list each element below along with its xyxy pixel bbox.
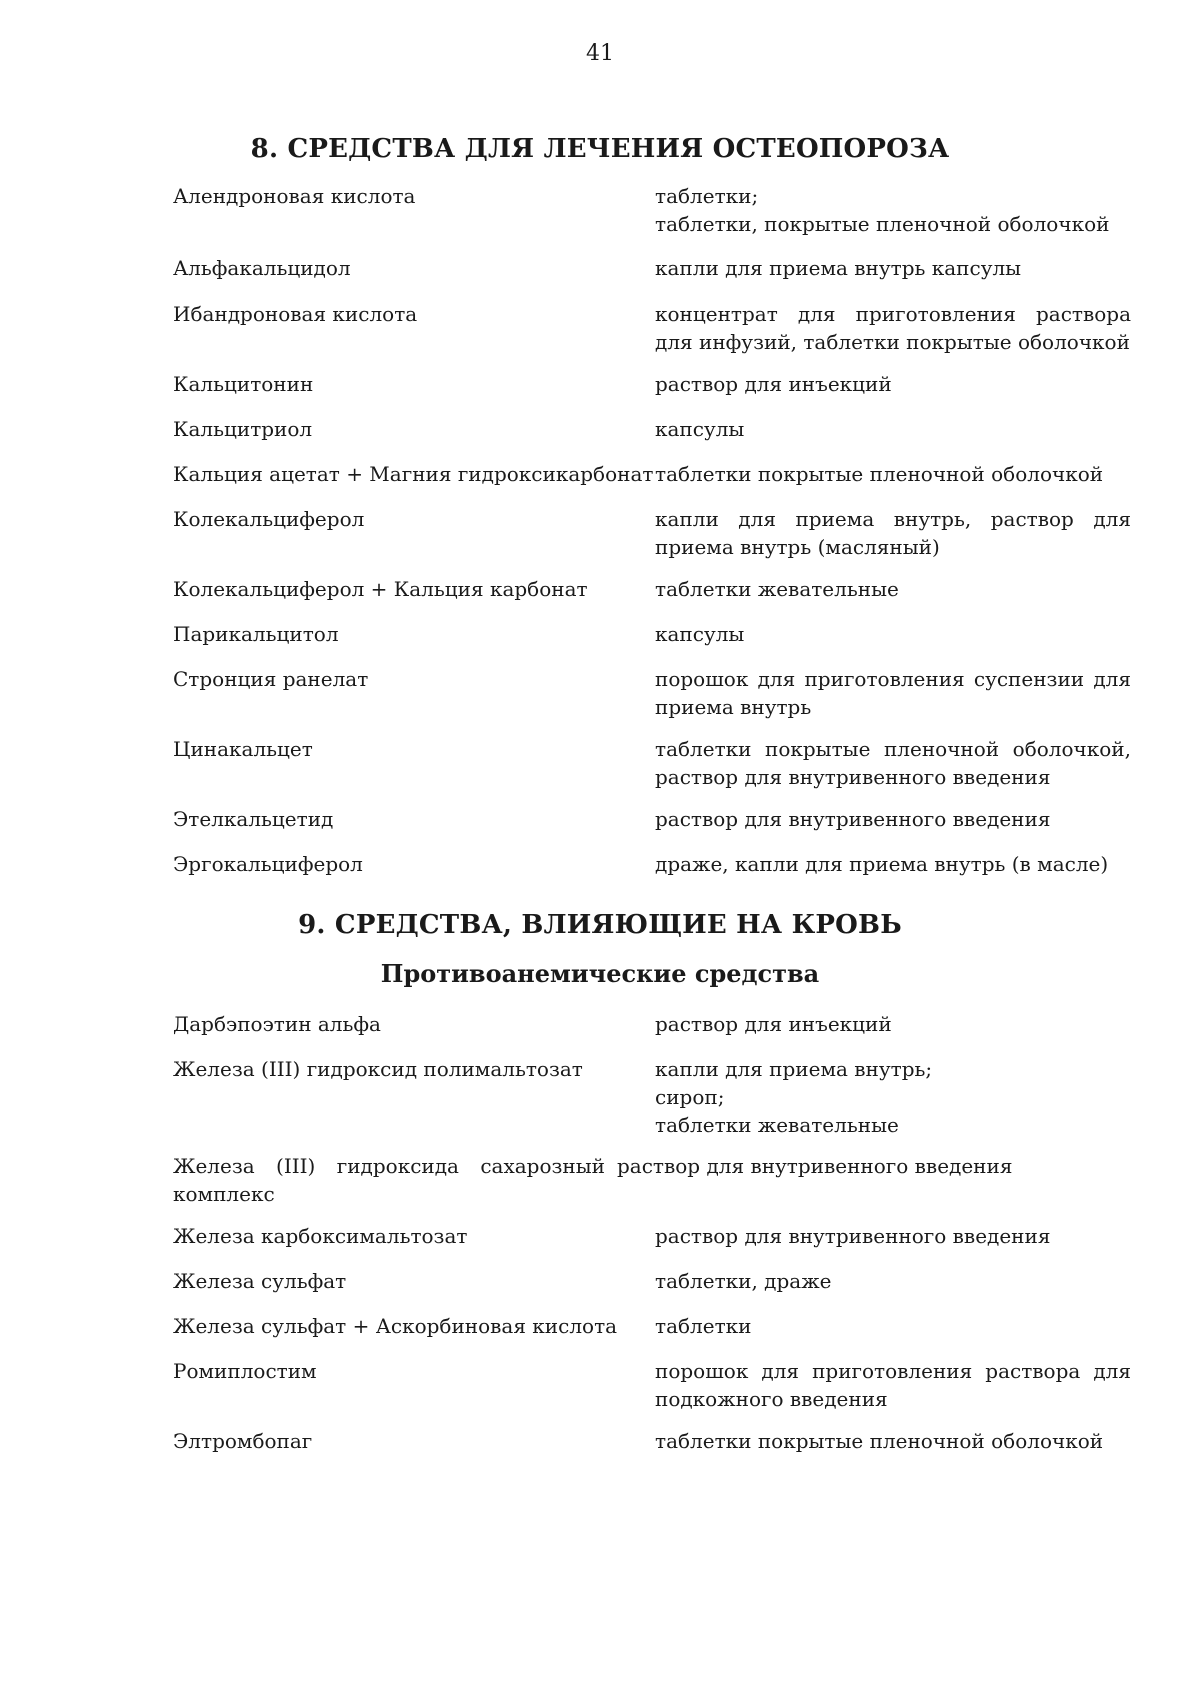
drug-form: таблетки [655, 1314, 752, 1338]
drug-name: Дарбэпоэтин альфа [173, 1012, 381, 1036]
table-row [173, 1357, 1131, 1413]
drug-form: концентрат для приготовления раствора для инфузий, таблетки покрытые оболочкой [655, 302, 1131, 354]
drug-name: Альфакальцидол [173, 256, 351, 280]
table-row [173, 735, 1131, 791]
drug-form: капсулы [655, 417, 745, 441]
table-row [173, 1267, 831, 1295]
drug-name: Этелкальцетид [173, 807, 334, 831]
drug-form: порошок для приготовления раствора для подкожного введения [655, 1359, 1131, 1411]
drug-form: капсулы [655, 622, 745, 646]
section-9-title: 9. СРЕДСТВА, ВЛИЯЮЩИЕ НА КРОВЬ [298, 910, 902, 940]
drug-name: Цинакальцет [173, 737, 313, 761]
table-row [173, 805, 1050, 833]
drug-form: раствор для внутривенного введения [655, 1224, 1051, 1248]
drug-name: Железа сульфат [173, 1269, 347, 1293]
table-row [173, 1152, 1012, 1208]
drug-form: драже, капли для приема внутрь (в масле) [655, 852, 1109, 876]
drug-name: Колекальциферол + Кальция карбонат [173, 577, 588, 601]
drug-form: таблетки жевательные [655, 577, 899, 601]
drug-name: Стронция ранелат [173, 667, 369, 691]
table-row [173, 665, 1131, 721]
section-8-title: 8. СРЕДСТВА ДЛЯ ЛЕЧЕНИЯ ОСТЕОПОРОЗА [250, 134, 950, 164]
table-row [173, 254, 1021, 282]
table-row [173, 1222, 1050, 1250]
drug-name: Эргокальциферол [173, 852, 363, 876]
drug-name: Алендроновая кислота [173, 184, 416, 208]
table-row [173, 1427, 1103, 1455]
drug-name: Ибандроновая кислота [173, 302, 418, 326]
drug-form: капли для приема внутрь; сироп; таблетки жевательные [655, 1057, 933, 1137]
table-row [173, 300, 1131, 356]
drug-name: Железа сульфат + Аскорбиновая кислота [173, 1314, 618, 1338]
table-row [173, 850, 1108, 878]
table-row [173, 1055, 932, 1139]
drug-form: раствор для инъекций [655, 1012, 892, 1036]
section-9-subtitle: Противоанемические средства [380, 959, 820, 988]
drug-name: Железа (III) гидроксид полимальтозат [173, 1057, 583, 1081]
drug-name: Парикальцитол [173, 622, 339, 646]
drug-form: таблетки, драже [655, 1269, 832, 1293]
table-row [173, 1010, 892, 1038]
drug-form: таблетки покрытые пленочной оболочкой [655, 1429, 1104, 1453]
table-row [173, 182, 1109, 238]
drug-form: капли для приема внутрь капсулы [655, 256, 1022, 280]
table-row [173, 620, 744, 648]
page-number: 41 [586, 41, 614, 66]
drug-form: капли для приема внутрь, раствор для приема внутрь (масляный) [655, 507, 1131, 559]
drug-form: раствор для внутривенного введения [617, 1154, 1013, 1178]
table-row [173, 505, 1131, 561]
drug-form: раствор для внутривенного введения [655, 807, 1051, 831]
table-row [173, 1312, 751, 1340]
table-row [173, 370, 892, 398]
drug-name: Кальция ацетат + Магния гидроксикарбонат [173, 462, 654, 486]
drug-name: Колекальциферол [173, 507, 365, 531]
drug-form: таблетки покрытые пленочной оболочкой [655, 462, 1104, 486]
drug-form: раствор для инъекций [655, 372, 892, 396]
drug-name: Ромиплостим [173, 1359, 317, 1383]
table-row [173, 460, 1103, 488]
table-row [173, 415, 744, 443]
drug-form: порошок для приготовления суспензии для приема внутрь [655, 667, 1131, 719]
table-row [173, 575, 899, 603]
drug-name: Железа (III) гидроксида сахарозный комплекс [173, 1154, 605, 1206]
drug-name: Кальцитриол [173, 417, 313, 441]
drug-name: Кальцитонин [173, 372, 314, 396]
drug-form: таблетки покрытые пленочной оболочкой, раствор для внутривенного введения [655, 737, 1131, 789]
drug-name: Железа карбоксимальтозат [173, 1224, 468, 1248]
drug-form: таблетки; таблетки, покрытые пленочной оболочкой [655, 184, 1110, 236]
drug-name: Элтромбопаг [173, 1429, 313, 1453]
